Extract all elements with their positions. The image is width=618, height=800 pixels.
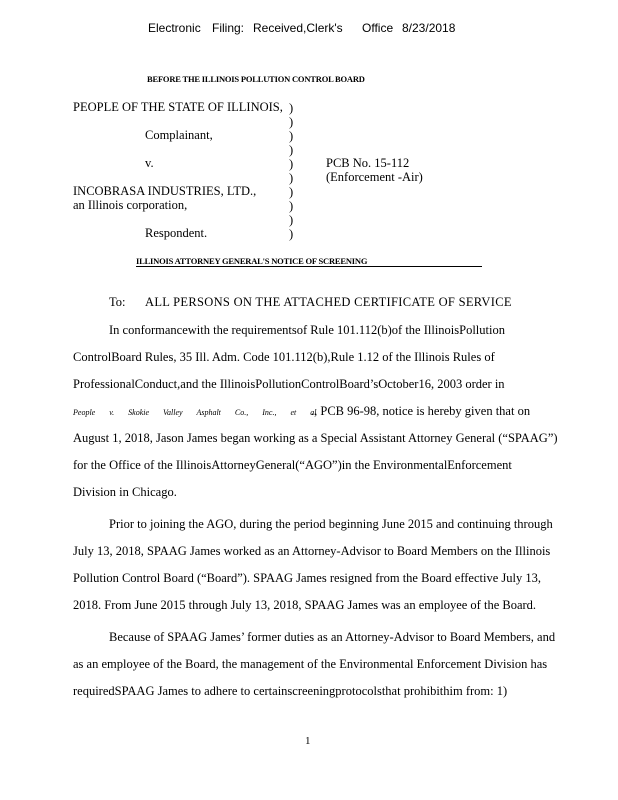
caption-paren: ) (289, 101, 294, 115)
caption-complainant: Complainant, (145, 128, 213, 142)
para2-line1: Prior to joining the AGO, during the period beginning June 2015 and continuing through (109, 517, 553, 531)
caption-paren: ) (289, 171, 294, 185)
para3-line3: requiredSPAAG James to adhere to certainscreeningprotocolsthat prohibithim from: 1) (73, 684, 508, 698)
caption-paren: ) (289, 227, 294, 241)
caption-paren: ) (289, 157, 294, 171)
caption-paren: ) (289, 115, 294, 129)
case-type: (Enforcement -Air) (326, 170, 423, 184)
header-date: 8/23/2018 (402, 21, 456, 35)
notice-title: ILLINOIS ATTORNEY GENERAL'S NOTICE OF SCREENING (136, 256, 368, 266)
caption-paren: ) (289, 129, 294, 143)
para3-line2: as an employee of the Board, the management of the Environmental Enforcement Division has (73, 657, 548, 671)
to-label: To: (109, 295, 126, 309)
caption-versus: v. (145, 156, 154, 170)
header-filing: Filing: (212, 21, 245, 35)
caption-paren: ) (289, 199, 294, 213)
caption-paren: ) (289, 143, 294, 157)
notice-title-underline (136, 266, 482, 267)
para2-line2: July 13, 2018, SPAAG James worked as an Attorney-Advisor to Board Members on the Illinois (73, 544, 551, 558)
para1-case-citation: People v. Skokie Valley Asphalt Co., Inc., et al (73, 408, 317, 417)
header-office: Office (362, 21, 394, 35)
caption-respondent: Respondent. (145, 226, 208, 240)
para1-line2: ControlBoard Rules, 35 Ill. Adm. Code 101.112(b),Rule 1.12 of the Illinois Rules of (73, 350, 495, 364)
board-title: BEFORE THE ILLINOIS POLLUTION CONTROL BOARD (147, 74, 365, 84)
para1-line4: ., PCB 96-98, notice is hereby given that on (311, 404, 531, 418)
header-received: Received,Clerk's (253, 21, 343, 35)
caption-defendant: INCOBRASA INDUSTRIES, LTD., (73, 184, 257, 198)
para2-line4: 2018. From June 2015 through July 13, 2018, SPAAG James was an employee of the Board. (73, 598, 537, 612)
caption-corporation: an Illinois corporation, (73, 198, 188, 212)
para1-line7: Division in Chicago. (73, 485, 177, 499)
caption-paren: ) (289, 185, 294, 199)
page-number: 1 (305, 735, 311, 747)
para2-line3: Pollution Control Board (“Board”). SPAAG James resigned from the Board effective July 13, (73, 571, 541, 585)
caption-paren: ) (289, 213, 294, 227)
caption-people: PEOPLE OF THE STATE OF ILLINOIS, (73, 100, 283, 114)
to-text: ALL PERSONS ON THE ATTACHED CERTIFICATE OF SERVICE (145, 295, 512, 309)
para1-line1: In conformancewith the requirementsof Rule 101.112(b)of the IllinoisPollution (109, 323, 505, 337)
para1-line6: for the Office of the IllinoisAttorneyGeneral(“AGO”)in the EnvironmentalEnforcement (73, 458, 512, 472)
header-electronic: Electronic (148, 21, 201, 35)
para3-line1: Because of SPAAG James’ former duties as an Attorney-Advisor to Board Members, and (109, 630, 556, 644)
case-number: PCB No. 15-112 (326, 156, 410, 170)
para1-line3: ProfessionalConduct,and the IllinoisPollutionControlBoard’sOctober16, 2003 order in (73, 377, 505, 391)
para1-line5: August 1, 2018, Jason James began working as a Special Assistant Attorney General (“SPAAG”) (73, 431, 558, 445)
